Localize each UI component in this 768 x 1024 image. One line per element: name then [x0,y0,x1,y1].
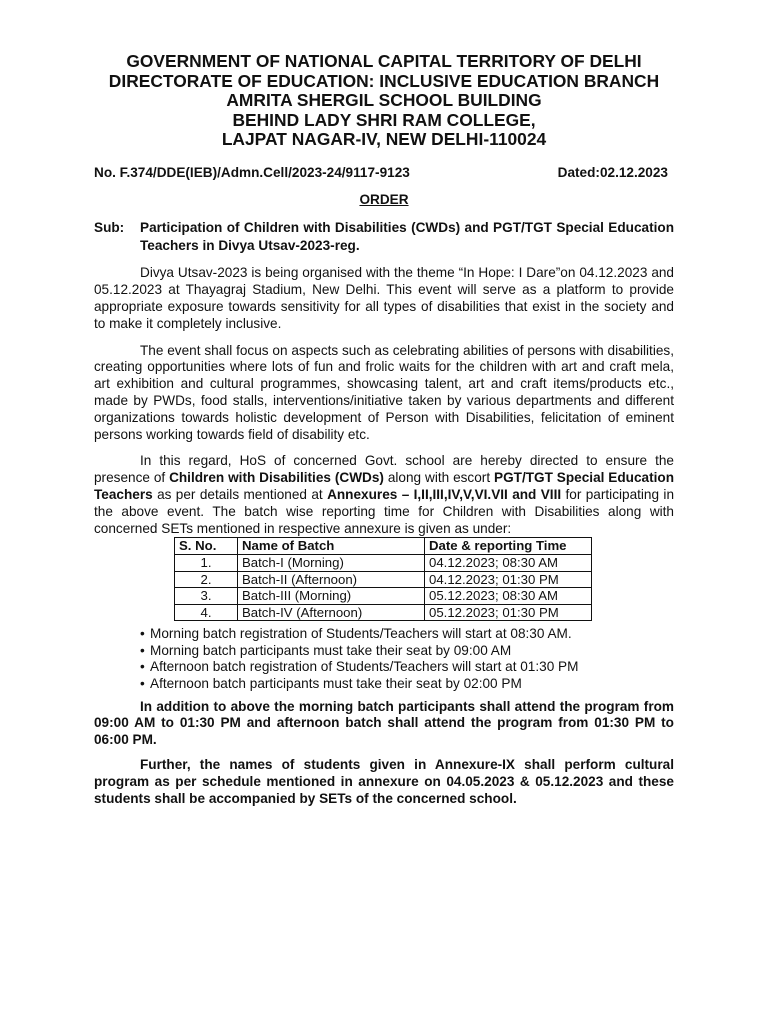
paragraph-2: The event shall focus on aspects such as celebrating abilities of persons with disabilities, creating opportunities where lots of fun and frolic waits for the children with art and craft mela, art exhibition and cultural programmes, showcasing talent, art and craft items/products etc., made by PWDs, food stalls, interventions/initiative taken by various departments and different organizations towards holistic development of Person with Disabilities, felicitation of eminent persons working towards field of disability etc. [94,342,674,442]
subject [94,219,674,255]
p3-text-c: along with escort [383,470,494,486]
p3-text-g: for participating in the above event. The batch wise reporting time for Children with Disabilities along with concerned SETs mentioned in respective annexure is given as under: [94,486,674,536]
table-cell: Batch-III (Morning) [238,588,425,605]
order-title: ORDER [359,191,409,207]
letterhead-line-2: DIRECTORATE OF EDUCATION: INCLUSIVE EDUCATION BRANCH [108,70,660,91]
paragraph-3 [94,453,674,537]
letterhead [94,52,674,150]
letterhead-line-1: GOVERNMENT OF NATIONAL CAPITAL TERRITORY OF DELHI [126,51,642,71]
reference-line [94,164,674,182]
reference-date: Dated:02.12.2023 [557,164,668,180]
p3-bold-annexures: Annexures – I,II,III,IV,V,VI.VII and VIII [327,486,562,502]
paragraph-5: Further, the names of students given in Annexure-IX shall perform cultural program as per schedule mentioned in annexure on 04.05.2023 & 05.12.2023 and these students shall be accompanied by SETs of the concerned school. [94,757,674,806]
table-header-cell: Date & reporting Time [425,538,592,555]
p3-text-e: as per details mentioned at [152,486,328,502]
table-cell: 2. [175,571,238,588]
bullet-text: Afternoon batch participants must take their seat by 02:00 PM [150,676,522,692]
table-row [175,604,592,621]
bullet-text: Morning batch registration of Students/Teachers will start at 08:30 AM. [150,626,572,642]
table-row [175,571,592,588]
p3-bold-teachers: PGT/TGT Special Education Teachers [94,470,675,502]
table-cell: 05.12.2023; 01:30 PM [425,604,592,621]
p3-text-a: In this regard, HoS of concerned Govt. school are hereby directed to ensure the presence of [94,453,674,486]
paragraph-4: In addition to above the morning batch participants shall attend the program from 09:00 AM to 01:30 PM and afternoon batch shall attend the program from 01:30 PM to 06:00 PM. [94,698,674,748]
bullet-list [140,626,674,692]
bullet-icon: • [140,626,145,642]
bullet-icon: • [140,659,145,675]
table-row [175,554,592,571]
bullet-text: Morning batch participants must take their seat by 09:00 AM [150,642,512,658]
list-item [140,676,674,693]
table-cell: 04.12.2023; 08:30 AM [425,554,592,571]
letterhead-line-3: AMRITA SHERGIL SCHOOL BUILDING [226,90,542,111]
table-cell: Batch-II (Afternoon) [238,571,425,588]
list-item [140,643,674,660]
letterhead-line-5: LAJPAT NAGAR-IV, NEW DELHI-110024 [221,129,547,150]
letterhead-line-4: BEHIND LADY SHRI RAM COLLEGE, [232,109,536,130]
bullet-icon: • [140,676,145,692]
bullet-text: Afternoon batch registration of Students/Teachers will start at 01:30 PM [150,659,579,675]
table-cell: 4. [175,604,238,621]
bullet-icon: • [140,642,145,658]
table-cell: 1. [175,554,238,571]
table-header-cell: Name of Batch [238,538,425,555]
table-header-row [175,538,592,555]
reference-number: No. F.374/DDE(IEB)/Admn.Cell/2023-24/9117-9123 [94,164,410,180]
list-item [140,626,674,643]
table-cell: 04.12.2023; 01:30 PM [425,571,592,588]
subject-label: Sub: [94,219,125,235]
subject-text: Participation of Children with Disabilities (CWDs) and PGT/TGT Special Education Teachers in Divya Utsav-2023-reg. [140,219,674,254]
p3-bold-cwds: Children with Disabilities (CWDs) [169,470,384,486]
list-item [140,659,674,676]
paragraph-1: Divya Utsav-2023 is being organised with the theme “In Hope: I Dare”on 04.12.2023 and 05.12.2023 at Thayagraj Stadium, New Delhi. This event will serve as a platform to provide appropriate exposure towards sensitivity for all types of disabilities that exist in the society and to make it completely inclusive. [94,265,674,331]
table-cell: 3. [175,588,238,605]
table-cell: Batch-I (Morning) [238,554,425,571]
batch-table [174,537,592,621]
table-cell: Batch-IV (Afternoon) [238,604,425,621]
table-row [175,588,592,605]
table-header-cell: S. No. [175,538,238,555]
table-cell: 05.12.2023; 08:30 AM [425,588,592,605]
